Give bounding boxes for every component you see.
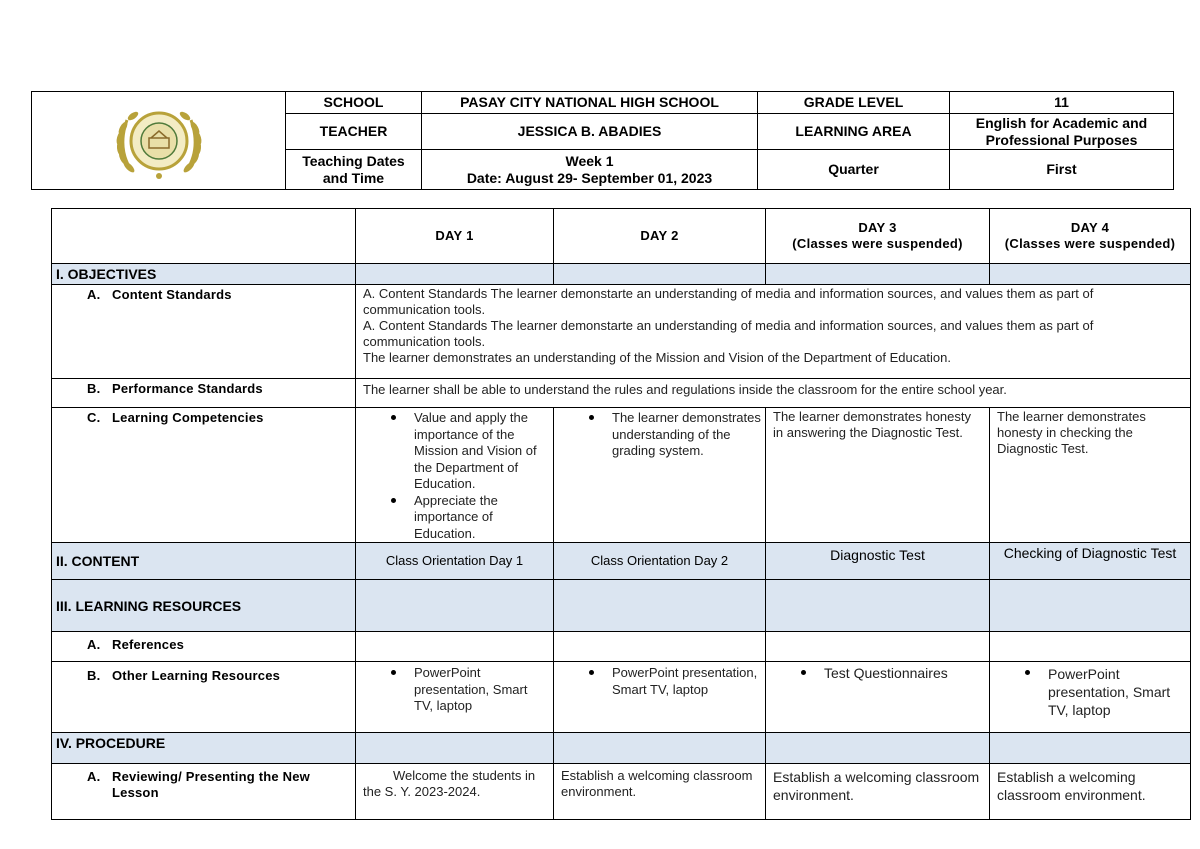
content-standards-text <box>356 285 1191 379</box>
competencies-day4: The learner demonstrates honesty in checking the Diagnostic Test. <box>990 408 1191 543</box>
resource-day4-item: PowerPoint presentation, Smart TV, laptop <box>990 665 1186 719</box>
teacher-label: TEACHER <box>286 114 422 150</box>
competencies-day2 <box>554 408 766 543</box>
learning-area-value: English for Academic and Professional Purposes <box>950 114 1174 150</box>
day3-note: (Classes were suspended) <box>792 236 963 251</box>
learning-competencies-label: Learning Competencies <box>112 410 264 425</box>
other-resources-label: Other Learning Resources <box>112 668 281 683</box>
day4-header <box>990 209 1191 264</box>
learning-area-label: LEARNING AREA <box>758 114 950 150</box>
day2-header: DAY 2 <box>554 209 766 264</box>
content-section-label: II. CONTENT <box>52 543 356 580</box>
content-standards-row <box>52 285 1191 379</box>
week-value: Week 1 <box>565 152 614 169</box>
other-resources-label-cell <box>52 662 356 733</box>
teaching-dates-label: Teaching Dates and Time <box>286 150 422 190</box>
performance-standards-letter: B. <box>87 381 101 396</box>
reviewing-day3: Establish a welcoming classroom environment. <box>766 764 990 820</box>
reviewing-row <box>52 764 1191 820</box>
other-resources-row <box>52 662 1191 733</box>
grade-level-value: 11 <box>950 92 1174 114</box>
content-standard-line1: A. Content Standards The learner demonstarte an understanding of media and information sources, and values them as part of communication tools. <box>363 286 1094 317</box>
content-standard-line3: The learner demonstrates an understanding of the Mission and Vision of the Department of Education. <box>363 350 952 365</box>
competencies-day1 <box>356 408 554 543</box>
header-table <box>31 91 1174 190</box>
grade-level-label: GRADE LEVEL <box>758 92 950 114</box>
performance-standards-row <box>52 379 1191 408</box>
procedure-section-label: IV. PROCEDURE <box>52 733 356 764</box>
references-label: References <box>112 637 185 652</box>
reviewing-label: Reviewing/ Presenting the New Lesson <box>112 769 310 800</box>
content-section-row <box>52 543 1191 580</box>
resources-section-row <box>52 580 1191 632</box>
content-day1: Class Orientation Day 1 <box>356 543 554 580</box>
day3-title: DAY 3 <box>858 220 897 235</box>
day1-header: DAY 1 <box>356 209 554 264</box>
other-resources-letter: B. <box>87 668 101 683</box>
resources-day3 <box>766 662 990 733</box>
school-logo-cell <box>32 92 286 190</box>
resource-day2-item: PowerPoint presentation, Smart TV, laptop <box>554 665 761 698</box>
resources-day1 <box>356 662 554 733</box>
reviewing-label-cell <box>52 764 356 820</box>
performance-standards-label-cell <box>52 379 356 408</box>
day-header-row <box>52 209 1191 264</box>
reviewing-day4: Establish a welcoming classroom environment. <box>990 764 1191 820</box>
day3-header <box>766 209 990 264</box>
resource-day3-item: Test Questionnaires <box>766 665 985 682</box>
procedure-section-row <box>52 733 1191 764</box>
content-day4: Checking of Diagnostic Test <box>990 543 1191 580</box>
school-value: PASAY CITY NATIONAL HIGH SCHOOL <box>422 92 758 114</box>
objectives-section-label: I. OBJECTIVES <box>52 264 356 285</box>
reviewing-day2: Establish a welcoming classroom environment. <box>554 764 766 820</box>
resources-day4 <box>990 662 1191 733</box>
school-seal-logo <box>111 98 207 184</box>
competencies-day3: The learner demonstrates honesty in answering the Diagnostic Test. <box>766 408 990 543</box>
quarter-value: First <box>950 150 1174 190</box>
learning-competencies-row <box>52 408 1191 543</box>
blank-corner-cell <box>52 209 356 264</box>
competency-day2-item: The learner demonstrates understanding of the grading system. <box>554 410 761 460</box>
content-standards-letter: A. <box>87 287 101 302</box>
school-label: SCHOOL <box>286 92 422 114</box>
quarter-label: Quarter <box>758 150 950 190</box>
learning-competencies-label-cell <box>52 408 356 543</box>
teacher-value: JESSICA B. ABADIES <box>422 114 758 150</box>
competency-day1-item: Appreciate the importance of Education. <box>356 493 549 543</box>
competency-day1-item: Value and apply the importance of the Mission and Vision of the Department of Education. <box>356 410 549 493</box>
performance-standards-label: Performance Standards <box>112 381 263 396</box>
reviewing-letter: A. <box>87 769 101 784</box>
references-letter: A. <box>87 637 101 652</box>
date-value: Date: August 29- September 01, 2023 <box>466 169 713 186</box>
content-day3: Diagnostic Test <box>766 543 990 580</box>
learning-competencies-letter: C. <box>87 410 101 425</box>
resource-day1-item: PowerPoint presentation, Smart TV, laptop <box>356 665 549 715</box>
objectives-section-row <box>52 264 1191 285</box>
reviewing-day1: Welcome the students in the S. Y. 2023-2024. <box>356 764 554 820</box>
resources-day2 <box>554 662 766 733</box>
performance-standards-text: The learner shall be able to understand the rules and regulations inside the classroom for the entire school year. <box>356 379 1191 408</box>
content-standards-label-cell <box>52 285 356 379</box>
references-label-cell <box>52 632 356 662</box>
resources-section-label: III. LEARNING RESOURCES <box>52 580 356 632</box>
references-row <box>52 632 1191 662</box>
content-day2: Class Orientation Day 2 <box>554 543 766 580</box>
dll-table <box>51 208 1191 820</box>
content-standards-label: Content Standards <box>112 287 232 302</box>
day4-title: DAY 4 <box>1070 220 1110 235</box>
teaching-dates-value <box>422 150 758 190</box>
content-standard-line2: A. Content Standards The learner demonstarte an understanding of media and information sources, and values them as part of communication tools. <box>363 318 1094 349</box>
day4-note: (Classes were suspended) <box>1004 236 1176 251</box>
